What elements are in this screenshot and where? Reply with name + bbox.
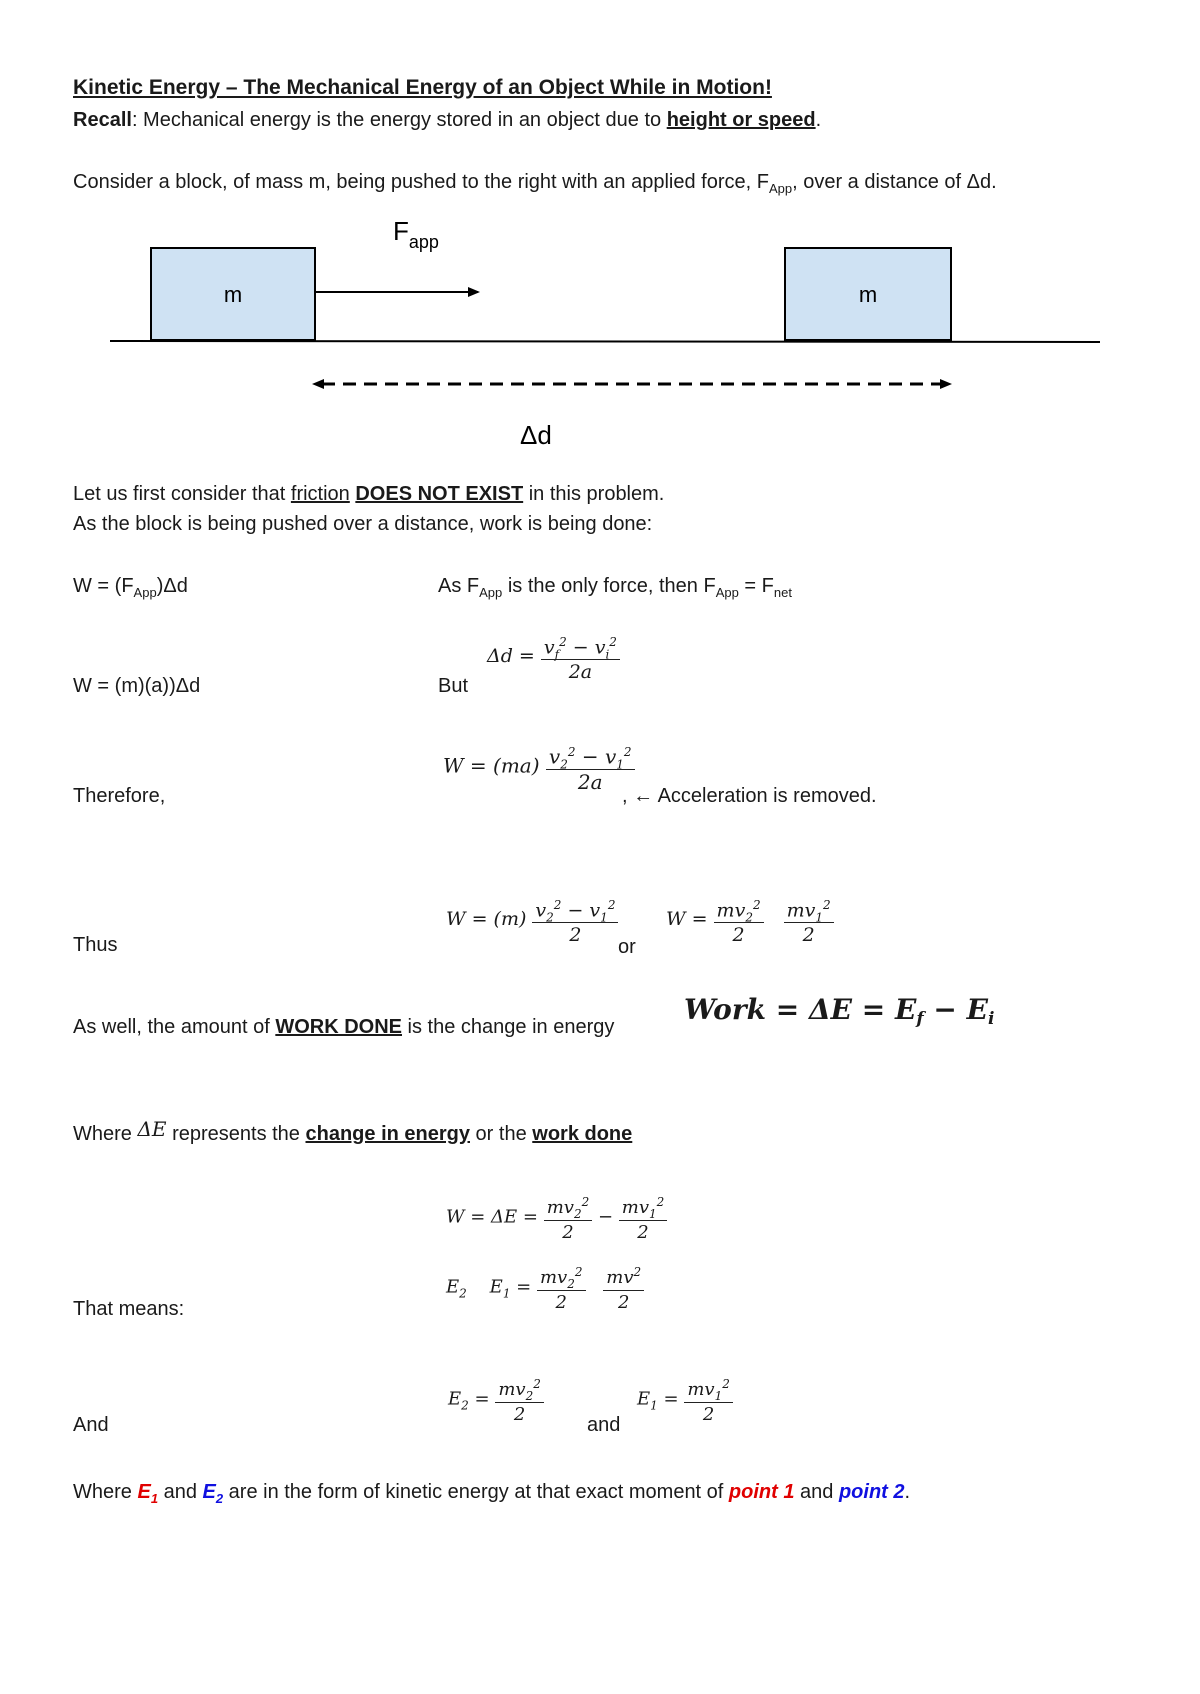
recall-text: : Mechanical energy is the energy stored in an object due to [131,109,667,131]
block-diagram [0,205,1200,465]
therefore-note: , ← Acceleration is removed. [622,785,877,807]
friction-pre: Let us first consider that [73,483,291,505]
final-line: Where $E_1$ and $E_2$ are in the form of kinetic energy at that exact moment of point 1 and point 2. [73,1481,911,1506]
recall-line [73,108,821,132]
change-in-energy-emphasis: change in energy [305,1123,470,1145]
block-left-label: m [223,282,243,307]
friction-line [73,482,664,506]
eq1-left: $W = (F_{App})\Delta d$ [73,575,188,600]
recall-label: Recall [73,109,132,131]
delta-d-formula: Δd = $\frac{v_f^2 - v_i^2}{2a}$ [487,630,620,684]
recall-end: . [815,109,822,131]
that-means-formula-1: W = ΔE = $\frac{mv_2^2}{2}$ − $\frac{mv_1^2}{2}$ [446,1190,667,1245]
consider-line [73,170,997,194]
force-label: $F_{app}$ [393,216,439,252]
eq2-but: But [438,675,469,697]
e2-formula: $E_2$ = $\frac{mv_2^2}{2}$ [448,1372,544,1427]
therefore-label: Therefore, [73,785,166,807]
friction-word: friction [290,483,350,505]
e1-symbol: $E_1$ [137,1481,159,1506]
and-word: and [587,1414,621,1436]
thus-or: or [618,936,636,958]
page-title: Kinetic Energy – The Mechanical Energy of an Object While in Motion! [73,76,772,99]
recall-emphasis: height or speed [666,109,816,131]
work-energy-formula: Work = $\Delta E = E_f - E_i$ [684,993,995,1029]
work-done-emphasis-2: work done [532,1123,633,1145]
consider-sub: App [768,181,793,196]
e2-symbol: $E_2$ [202,1481,224,1506]
consider-end: , over a distance of Δd. [792,171,997,193]
as-well-line: As well, the amount of WORK DONE is the change in energy [73,1016,615,1038]
distance-label: Δd [520,420,552,450]
e1-formula: $E_1$ = $\frac{mv_1^2}{2}$ [637,1372,733,1427]
ground-line [110,341,1100,342]
consider-text: Consider a block, of mass m, being pushed to the right with an applied force, F [73,171,769,193]
thus-formula-2: W = $\frac{mv_2^2}{2}$ $\frac{mv_1^2}{2}$ [666,893,834,947]
block-right-label: m [858,282,878,307]
eq2-left: W = (m)(a))Δd [73,675,201,697]
friction-bold: DOES NOT EXIST [355,483,524,505]
work-line: As the block is being pushed over a distance, work is being done: [73,513,653,535]
work-done-emphasis: WORK DONE [275,1016,402,1038]
thus-formula-1: W = (m) $\frac{v_2^2 - v_1^2}{2}$ [446,893,618,947]
point1-text: point 1 [728,1481,795,1503]
eq1-right: As $F_{App}$ is the only force, then $F_{App} = F_{net}$ [438,575,792,600]
thus-label: Thus [73,934,118,956]
and-label: And [73,1414,109,1436]
that-means-formula-2: $E_2$ $E_1$ = $\frac{mv_2^2}{2}$ $\frac{mv^2}{2}$ [446,1260,644,1315]
that-means-label: That means: [73,1298,185,1320]
point2-text: point 2 [838,1481,905,1503]
therefore-formula: W = (ma) $\frac{v_2^2 - v_1^2}{2a}$ [443,740,635,794]
where-line: Where ΔE represents the change in energy or the work done [73,1117,633,1145]
friction-post: in this problem. [523,483,665,505]
